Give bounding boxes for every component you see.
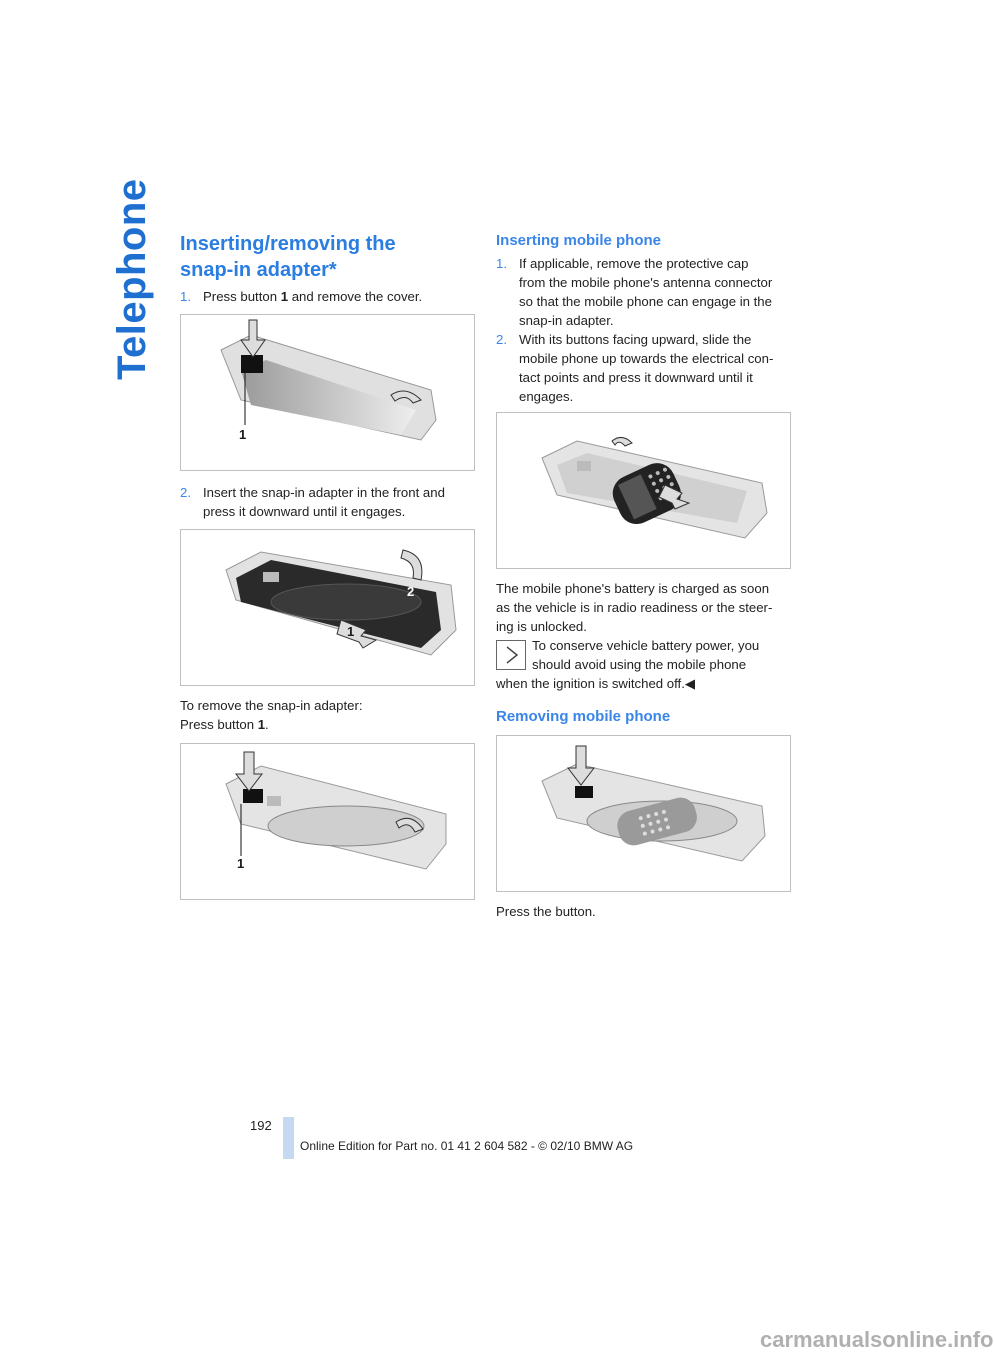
- watermark: carmanualsonline.info: [760, 1327, 994, 1352]
- step-line: press it downward until it engages.: [203, 504, 406, 519]
- paragraph-line: as the vehicle is in radio readiness or the steer-: [496, 600, 773, 615]
- note-line: To conserve vehicle battery power, you: [532, 638, 760, 653]
- remove-line-1: To remove the snap-in adapter:: [180, 698, 363, 713]
- step-text-pre: Press button: [203, 289, 281, 304]
- step-text: [203, 287, 422, 306]
- figure-callout-1: 1: [347, 624, 355, 639]
- step-line: engages.: [519, 389, 574, 404]
- figure-insert-phone: [496, 412, 791, 569]
- step-text-post: and remove the cover.: [288, 289, 423, 304]
- figure-callout-1: 1: [239, 427, 247, 442]
- step-line: so that the mobile phone can engage in the: [519, 294, 772, 309]
- figure-callout-1: 1: [237, 856, 245, 871]
- right-step-2: [496, 330, 796, 410]
- right-step-1: [496, 254, 796, 334]
- step-line: from the mobile phone's antenna connector: [519, 275, 773, 290]
- section-heading-adapter: [180, 231, 396, 283]
- step-number: 2.: [496, 332, 507, 347]
- step-line: Insert the snap-in adapter in the front and: [203, 485, 445, 500]
- figure-remove-phone: [496, 735, 791, 892]
- paragraph-line: The mobile phone's battery is charged as soon: [496, 581, 770, 596]
- note-paragraph-end: when the ignition is switched off.◀: [496, 676, 696, 691]
- figure-insert-adapter: [180, 529, 475, 686]
- figure-callout-2: 2: [407, 584, 415, 599]
- step-text: [519, 254, 772, 330]
- heading-line-1: Inserting/removing the: [180, 233, 396, 255]
- step-line: If applicable, remove the protective cap: [519, 256, 749, 271]
- chapter-title: Telephone: [110, 178, 154, 380]
- heading-removing-mobile-phone: Removing mobile phone: [496, 708, 671, 725]
- left-step-2: [180, 483, 470, 523]
- paragraph-line: ing is unlocked.: [496, 619, 587, 634]
- remove-line-2: [180, 715, 470, 734]
- step-number: 1.: [180, 289, 191, 304]
- step-text-bold: 1: [280, 289, 289, 304]
- step-number: 1.: [496, 256, 507, 271]
- note-paragraph: [532, 636, 792, 674]
- remove-line-2-bold: 1: [257, 717, 266, 732]
- step-number: 2.: [180, 485, 191, 500]
- heading-line-2: snap-in adapter*: [180, 259, 337, 281]
- footer-accent-bar: [283, 1117, 294, 1159]
- page-number: 192: [250, 1118, 272, 1133]
- note-line: should avoid using the mobile phone: [532, 657, 747, 672]
- left-step-1: [180, 287, 470, 307]
- heading-inserting-mobile-phone: Inserting mobile phone: [496, 232, 662, 249]
- step-line: snap-in adapter.: [519, 313, 614, 328]
- step-line: tact points and press it downward until it: [519, 370, 753, 385]
- step-line: With its buttons facing upward, slide the: [519, 332, 752, 347]
- step-text: [519, 330, 773, 406]
- press-button-text: Press the button.: [496, 904, 596, 919]
- remove-line-2-post: .: [265, 717, 269, 732]
- figure-press-button-remove-cover: [180, 314, 475, 471]
- remove-instruction: [180, 696, 470, 734]
- step-text: [203, 483, 445, 521]
- figure-remove-adapter: [180, 743, 475, 900]
- battery-paragraph: [496, 579, 796, 636]
- remove-line-2-pre: Press button: [180, 717, 258, 732]
- note-arrow-icon: [496, 640, 526, 670]
- step-line: mobile phone up towards the electrical con-: [519, 351, 774, 366]
- edition-footer: Online Edition for Part no. 01 41 2 604 582 - © 02/10 BMW AG: [300, 1139, 634, 1153]
